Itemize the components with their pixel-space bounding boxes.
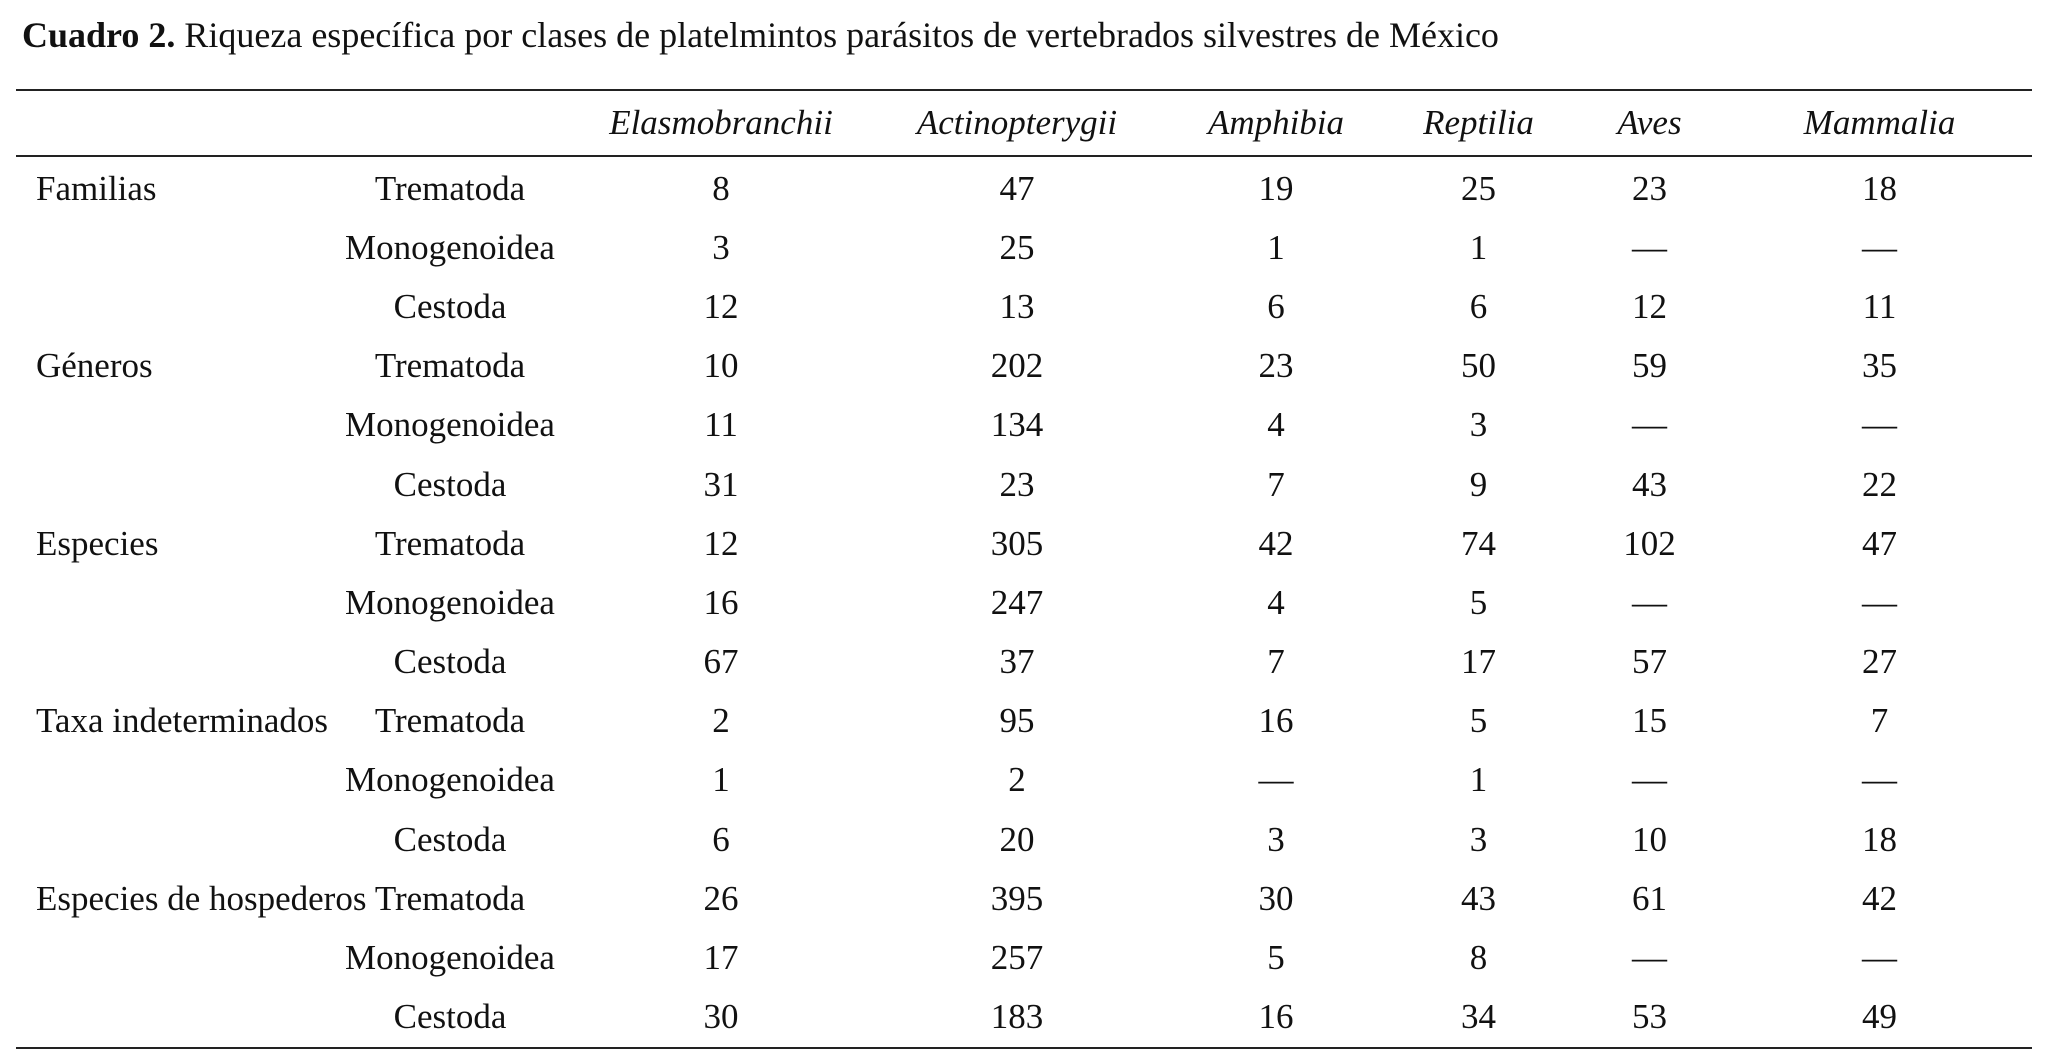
table-cell: — (1862, 938, 1897, 978)
table-cell: 61 (1632, 878, 1667, 918)
table-row (16, 218, 2032, 277)
row-parasite-class: Cestoda (393, 642, 507, 682)
table-row (16, 396, 2032, 455)
table-cell: 23 (1632, 168, 1667, 208)
table-row (16, 633, 2032, 692)
table-cell: 53 (1632, 997, 1667, 1037)
row-parasite-class: Cestoda (393, 464, 507, 504)
row-category: Géneros (36, 346, 153, 386)
table-cell: 395 (990, 878, 1044, 918)
table-cell: 16 (1258, 997, 1294, 1037)
table-cell: 3 (712, 227, 730, 267)
row-parasite-class: Monogenoidea (345, 938, 555, 978)
column-header: Aves (1617, 103, 1682, 142)
row-parasite-class: Trematoda (374, 878, 526, 918)
table-cell: 49 (1862, 997, 1897, 1037)
table-cell: 305 (990, 523, 1044, 563)
table-cell: 10 (1632, 819, 1667, 859)
caption-text: Riqueza específica por clases de platelmintos parásitos de vertebrados silvestres de México (175, 15, 1499, 55)
row-category: Especies (36, 523, 159, 563)
table-cell: 18 (1862, 819, 1897, 859)
row-category (16, 396, 325, 455)
table-cell: 34 (1461, 997, 1496, 1037)
table-cell: 43 (1632, 464, 1667, 504)
table-cell: 17 (1461, 642, 1496, 682)
table-row (16, 869, 2032, 928)
table-cell: 4 (1267, 405, 1285, 445)
table-cell: 1 (1267, 227, 1285, 267)
table-cell: 23 (999, 464, 1035, 504)
table-cell: 74 (1461, 523, 1496, 563)
table-cell: — (1862, 760, 1897, 800)
row-parasite-class: Trematoda (374, 168, 526, 208)
table-cell: — (1862, 405, 1897, 445)
row-category: Taxa indeterminados (36, 701, 329, 741)
table-cell: 1 (1469, 227, 1488, 267)
table-cell: 6 (1267, 286, 1285, 326)
table-cell: 12 (1632, 286, 1667, 326)
table-cell: 3 (1469, 405, 1488, 445)
table-row (16, 928, 2032, 987)
table-cell: 257 (990, 938, 1044, 978)
table-row (16, 810, 2032, 869)
table-cell: 1 (712, 760, 730, 800)
row-category (16, 751, 325, 810)
header-row (16, 90, 2032, 156)
table-cell: — (1632, 582, 1667, 622)
table-cell: 15 (1632, 701, 1667, 741)
table-cell: 9 (1469, 464, 1488, 504)
row-parasite-class: Cestoda (393, 819, 507, 859)
table-cell: 50 (1461, 346, 1496, 386)
table-cell: — (1862, 582, 1897, 622)
table-cell: 31 (703, 464, 739, 504)
table-cell: 7 (1870, 701, 1889, 741)
table-cell: 3 (1267, 819, 1285, 859)
column-header: Mammalia (1803, 103, 1956, 142)
table-cell: 202 (990, 346, 1044, 386)
row-parasite-class: Cestoda (393, 997, 507, 1037)
table-cell: 134 (990, 405, 1044, 445)
table-cell: 183 (990, 997, 1044, 1037)
table-cell: 2 (712, 701, 730, 741)
table-row (16, 573, 2032, 632)
table-row (16, 514, 2032, 573)
row-category (16, 810, 325, 869)
table-cell: 42 (1862, 878, 1897, 918)
richness-table (16, 89, 2032, 1049)
row-parasite-class: Trematoda (374, 701, 526, 741)
table-cell: 1 (1469, 760, 1488, 800)
table-body (16, 156, 2032, 1048)
table-cell: 6 (712, 819, 730, 859)
table-cell: 22 (1862, 464, 1897, 504)
row-category (16, 573, 325, 632)
row-parasite-class: Trematoda (374, 346, 526, 386)
table-cell: 18 (1862, 168, 1897, 208)
table-cell: 16 (1258, 701, 1294, 741)
table-cell: 19 (1258, 168, 1294, 208)
caption-label: Cuadro 2. (22, 15, 176, 55)
table-cell: 35 (1862, 346, 1897, 386)
table-cell: 2 (1008, 760, 1026, 800)
table-cell: — (1632, 938, 1667, 978)
table-cell: — (1632, 405, 1667, 445)
table-cell: 5 (1469, 582, 1488, 622)
row-category (16, 218, 325, 277)
table-cell: 247 (990, 582, 1044, 622)
table-cell: 25 (1461, 168, 1496, 208)
table-cell: — (1258, 760, 1294, 800)
column-header: Actinopterygii (916, 103, 1118, 142)
table-cell: 67 (703, 642, 739, 682)
table-cell: 12 (703, 286, 739, 326)
table-cell: 23 (1258, 346, 1294, 386)
table-cell: 10 (703, 346, 739, 386)
table-cell: 7 (1267, 642, 1285, 682)
table-cell: 42 (1258, 523, 1294, 563)
table-row (16, 751, 2032, 810)
table-cell: 47 (1862, 523, 1897, 563)
table-cell: 4 (1267, 582, 1285, 622)
table-row (16, 277, 2032, 336)
table-row (16, 988, 2032, 1048)
table-cell: 57 (1632, 642, 1667, 682)
table-cell: 47 (999, 168, 1035, 208)
row-category (16, 277, 325, 336)
table-cell: 102 (1623, 523, 1676, 563)
table-row (16, 337, 2032, 396)
table-cell: 11 (704, 405, 738, 445)
row-parasite-class: Trematoda (374, 523, 526, 563)
row-parasite-class: Monogenoidea (345, 760, 555, 800)
table-caption (22, 12, 1499, 58)
table-cell: 12 (703, 523, 739, 563)
header-cell-empty (325, 90, 575, 156)
table-cell: — (1632, 760, 1667, 800)
row-parasite-class: Monogenoidea (345, 405, 555, 445)
column-header: Reptilia (1423, 103, 1534, 142)
column-header: Elasmobranchii (609, 103, 833, 142)
header-cell-empty (16, 90, 325, 156)
table-cell: 8 (712, 168, 730, 208)
row-category (16, 455, 325, 514)
row-category (16, 928, 325, 987)
table-cell: — (1862, 227, 1897, 267)
table-cell: 7 (1267, 464, 1285, 504)
table-cell: 27 (1862, 642, 1897, 682)
row-category (16, 633, 325, 692)
table-cell: 16 (703, 582, 739, 622)
table-cell: 11 (1862, 286, 1897, 326)
table-cell: 30 (1258, 878, 1294, 918)
table-cell: 13 (999, 286, 1035, 326)
table-cell: 59 (1632, 346, 1667, 386)
table-cell: 20 (999, 819, 1035, 859)
table-row (16, 156, 2032, 218)
column-header: Amphibia (1207, 103, 1345, 142)
table-cell: 3 (1469, 819, 1488, 859)
row-parasite-class: Monogenoidea (345, 582, 555, 622)
table-cell: 17 (703, 938, 739, 978)
table-cell: 26 (703, 878, 739, 918)
table-cell: 5 (1469, 701, 1488, 741)
table-cell: 30 (703, 997, 739, 1037)
table-cell: 37 (999, 642, 1035, 682)
table-cell: 95 (999, 701, 1035, 741)
table-row (16, 692, 2032, 751)
table-row (16, 455, 2032, 514)
table-cell: 8 (1469, 938, 1488, 978)
table-cell: 43 (1461, 878, 1496, 918)
row-parasite-class: Monogenoidea (345, 227, 555, 267)
table-cell: — (1632, 227, 1667, 267)
row-category: Familias (36, 168, 157, 208)
table-cell: 6 (1469, 286, 1488, 326)
table-cell: 5 (1267, 938, 1285, 978)
table-cell: 25 (999, 227, 1035, 267)
row-category (16, 988, 325, 1048)
row-category: Especies de hospederos (36, 878, 367, 918)
row-parasite-class: Cestoda (393, 286, 507, 326)
